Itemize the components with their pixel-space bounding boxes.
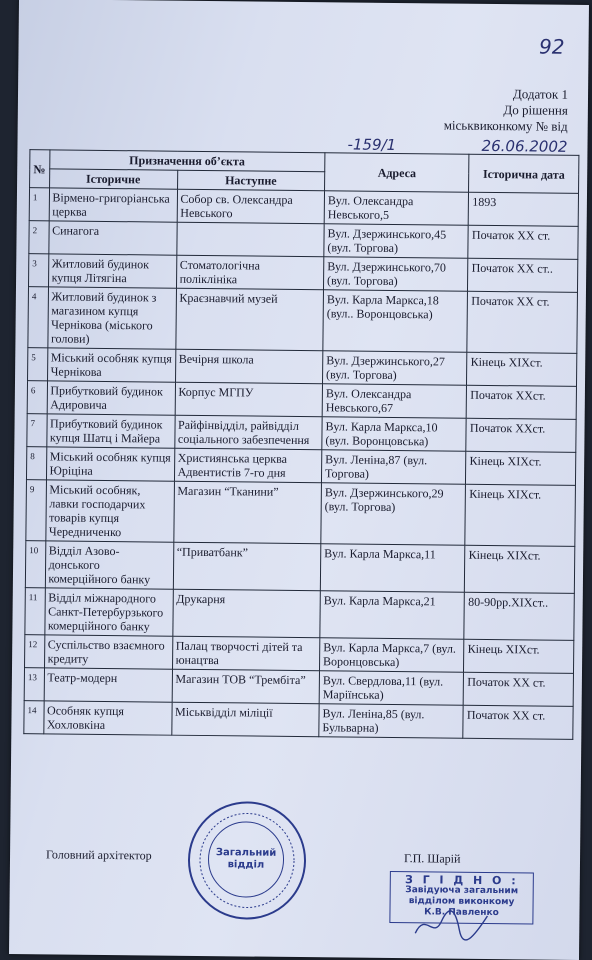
chief-architect-label: Головний архітектор: [45, 847, 152, 863]
col-purpose-header: Призначення об’єкта: [49, 150, 325, 172]
historical-date: Кінець ХІХст.: [464, 639, 574, 673]
address-cell: Вул. Карла Маркса,18 (вул.. Воронцовська): [323, 290, 468, 353]
table-row: [25, 588, 574, 641]
historical-purpose: Міський особняк купця Чернікова: [47, 348, 175, 382]
address-cell: Вул. Леніна,85 (вул. Бульварна): [319, 704, 464, 739]
historical-purpose: Прибутковий будинок купця Шатц і Майера: [46, 414, 174, 448]
historical-date: Початок ХХ ст.: [464, 672, 574, 706]
row-number: 2: [29, 221, 49, 254]
agreed-line-2: відділом виконкому: [408, 896, 515, 908]
address-cell: Вул. Леніна,87 (вул. Торгова): [321, 450, 466, 485]
address-cell: Вул. Дзержинського,70 (вул. Торгова): [323, 257, 468, 292]
historical-purpose: Відділ Азово-донського комерційного банку: [45, 541, 174, 589]
historical-date: 80-90рр.ХІХст..: [464, 592, 574, 640]
row-number: 13: [24, 668, 44, 701]
table-row: [26, 480, 576, 547]
seal-center: [208, 821, 285, 898]
official-seal: [187, 801, 306, 920]
appendix-label: Додаток 1: [512, 86, 569, 102]
row-number: 9: [26, 480, 46, 541]
historical-purpose: Житловий будинок з магазином купця Чернікова (міського голови): [47, 287, 176, 349]
signature-icon: [411, 903, 491, 944]
agreed-title: З Г І Д Н О :: [404, 873, 519, 888]
objects-table: [23, 149, 579, 740]
seal-center-text: Загальний відділ: [215, 847, 277, 871]
agreed-line-1: Завідуюча загальним: [405, 885, 519, 897]
handwritten-date: 26.06.2002: [481, 136, 568, 156]
row-number: 10: [25, 541, 45, 588]
table-body: [24, 188, 579, 740]
signer-name: Г.П. Шарій: [403, 851, 461, 866]
historical-purpose: Вірмено-григоріанська церква: [49, 188, 177, 222]
row-number: 7: [27, 414, 47, 447]
historical-date: 1893: [469, 192, 579, 226]
current-purpose: Корпус МГПУ: [175, 382, 323, 417]
address-cell: Вул. Свердлова,11 (вул. Маріїнська): [319, 671, 464, 706]
historical-date: Кінець ХІХст.: [465, 484, 575, 546]
address-cell: Вул. Дзержинського,29 (вул. Торгова): [321, 483, 466, 546]
historical-date: Кінець ХІХст.: [465, 545, 575, 593]
historical-date: Початок ХХ ст.: [463, 705, 573, 739]
page-number: 92: [538, 34, 565, 59]
current-purpose: Вечірня школа: [175, 349, 323, 384]
historical-purpose: Особняк купця Хохловкіна: [43, 701, 171, 735]
row-number: 6: [27, 381, 47, 414]
current-purpose: Краєзнавчий музей: [175, 288, 323, 351]
current-purpose: Магазин “Тканини”: [173, 481, 321, 544]
table-row: [24, 701, 573, 740]
decision-label: До рішення: [503, 102, 568, 118]
agreed-line-3: К.В. Павленко: [424, 907, 499, 919]
historical-purpose: Міський особняк купця Юріціна: [46, 447, 174, 481]
historical-date: Початок ХХст.: [467, 385, 577, 419]
historical-purpose: Суспільство взаємного кредиту: [44, 635, 172, 669]
row-number: 1: [29, 188, 49, 221]
historical-purpose: Прибутковий будинок Адировича: [47, 381, 175, 415]
current-purpose: Палац творчості дітей та юнацтва: [172, 636, 320, 671]
row-number: 4: [28, 287, 48, 348]
col-address-header: Адреса: [325, 153, 470, 193]
historical-date: Початок ХХ ст.: [468, 225, 578, 259]
historical-date: Кінець ХІХст.: [466, 451, 576, 485]
current-purpose: Християнська церква Адвентистів 7-го дня: [174, 448, 322, 483]
historical-purpose: Відділ міжнародного Санкт-Петербурзького комерційного банку: [44, 588, 173, 636]
row-number: 8: [26, 447, 46, 480]
historical-date: Кінець ХІХст.: [467, 352, 577, 386]
current-purpose: Стоматологічна поліклініка: [176, 255, 324, 290]
col-date-header: Історична дата: [469, 154, 579, 193]
handwritten-number: -159/1: [347, 135, 397, 154]
table-row: [28, 287, 578, 354]
committee-label: міськвиконкому № від: [443, 117, 568, 134]
historical-purpose: Житловий будинок купця Літягіна: [48, 254, 176, 288]
address-cell: Вул. Карла Маркса,21: [320, 591, 465, 640]
address-cell: Вул. Карла Маркса,11: [320, 544, 465, 593]
row-number: 5: [28, 348, 48, 381]
current-purpose: Магазин ТОВ “Трембіта”: [172, 669, 320, 704]
current-purpose: Собор св. Олександра Невського: [177, 189, 325, 224]
historical-date: Початок ХХ ст..: [468, 258, 578, 292]
document-page: [9, 0, 589, 960]
col-num-header: №: [30, 150, 50, 188]
current-purpose: Друкарня: [172, 589, 320, 638]
historical-purpose: Міський особняк, лавки господарчих товарів купця Чередниченко: [45, 480, 174, 542]
current-purpose: [176, 222, 324, 257]
address-cell: Вул. Карла Маркса,10 (вул. Воронцовська): [322, 417, 467, 452]
historical-date: Початок ХХст.: [466, 418, 576, 452]
col-next-header: Наступне: [177, 170, 325, 191]
address-cell: Вул. Дзержинського,27 (вул. Торгова): [323, 351, 468, 386]
address-cell: Вул. Олександра Невського,67: [322, 384, 467, 419]
row-number: 3: [29, 254, 49, 287]
historical-date: Початок ХХ ст.: [467, 291, 577, 353]
address-cell: Вул. Олександра Невського,5: [324, 191, 469, 226]
historical-purpose: Театр-модерн: [44, 668, 172, 702]
row-number: 12: [25, 635, 45, 668]
current-purpose: Міськвідділ міліції: [171, 702, 319, 737]
historical-purpose: Синагога: [48, 221, 176, 255]
col-historical-header: Історичне: [49, 169, 177, 189]
table-row: [25, 541, 574, 594]
address-cell: Вул. Карла Маркса,7 (вул. Воронцовська): [319, 638, 464, 673]
current-purpose: “Приватбанк”: [173, 542, 321, 591]
current-purpose: Райфінвідділ, райвідділ соціального забезпечення: [174, 415, 322, 450]
row-number: 11: [25, 588, 45, 635]
row-number: 14: [24, 701, 44, 734]
appendix-header: [347, 84, 568, 154]
address-cell: Вул. Дзержинського,45 (вул. Торгова): [324, 224, 469, 259]
